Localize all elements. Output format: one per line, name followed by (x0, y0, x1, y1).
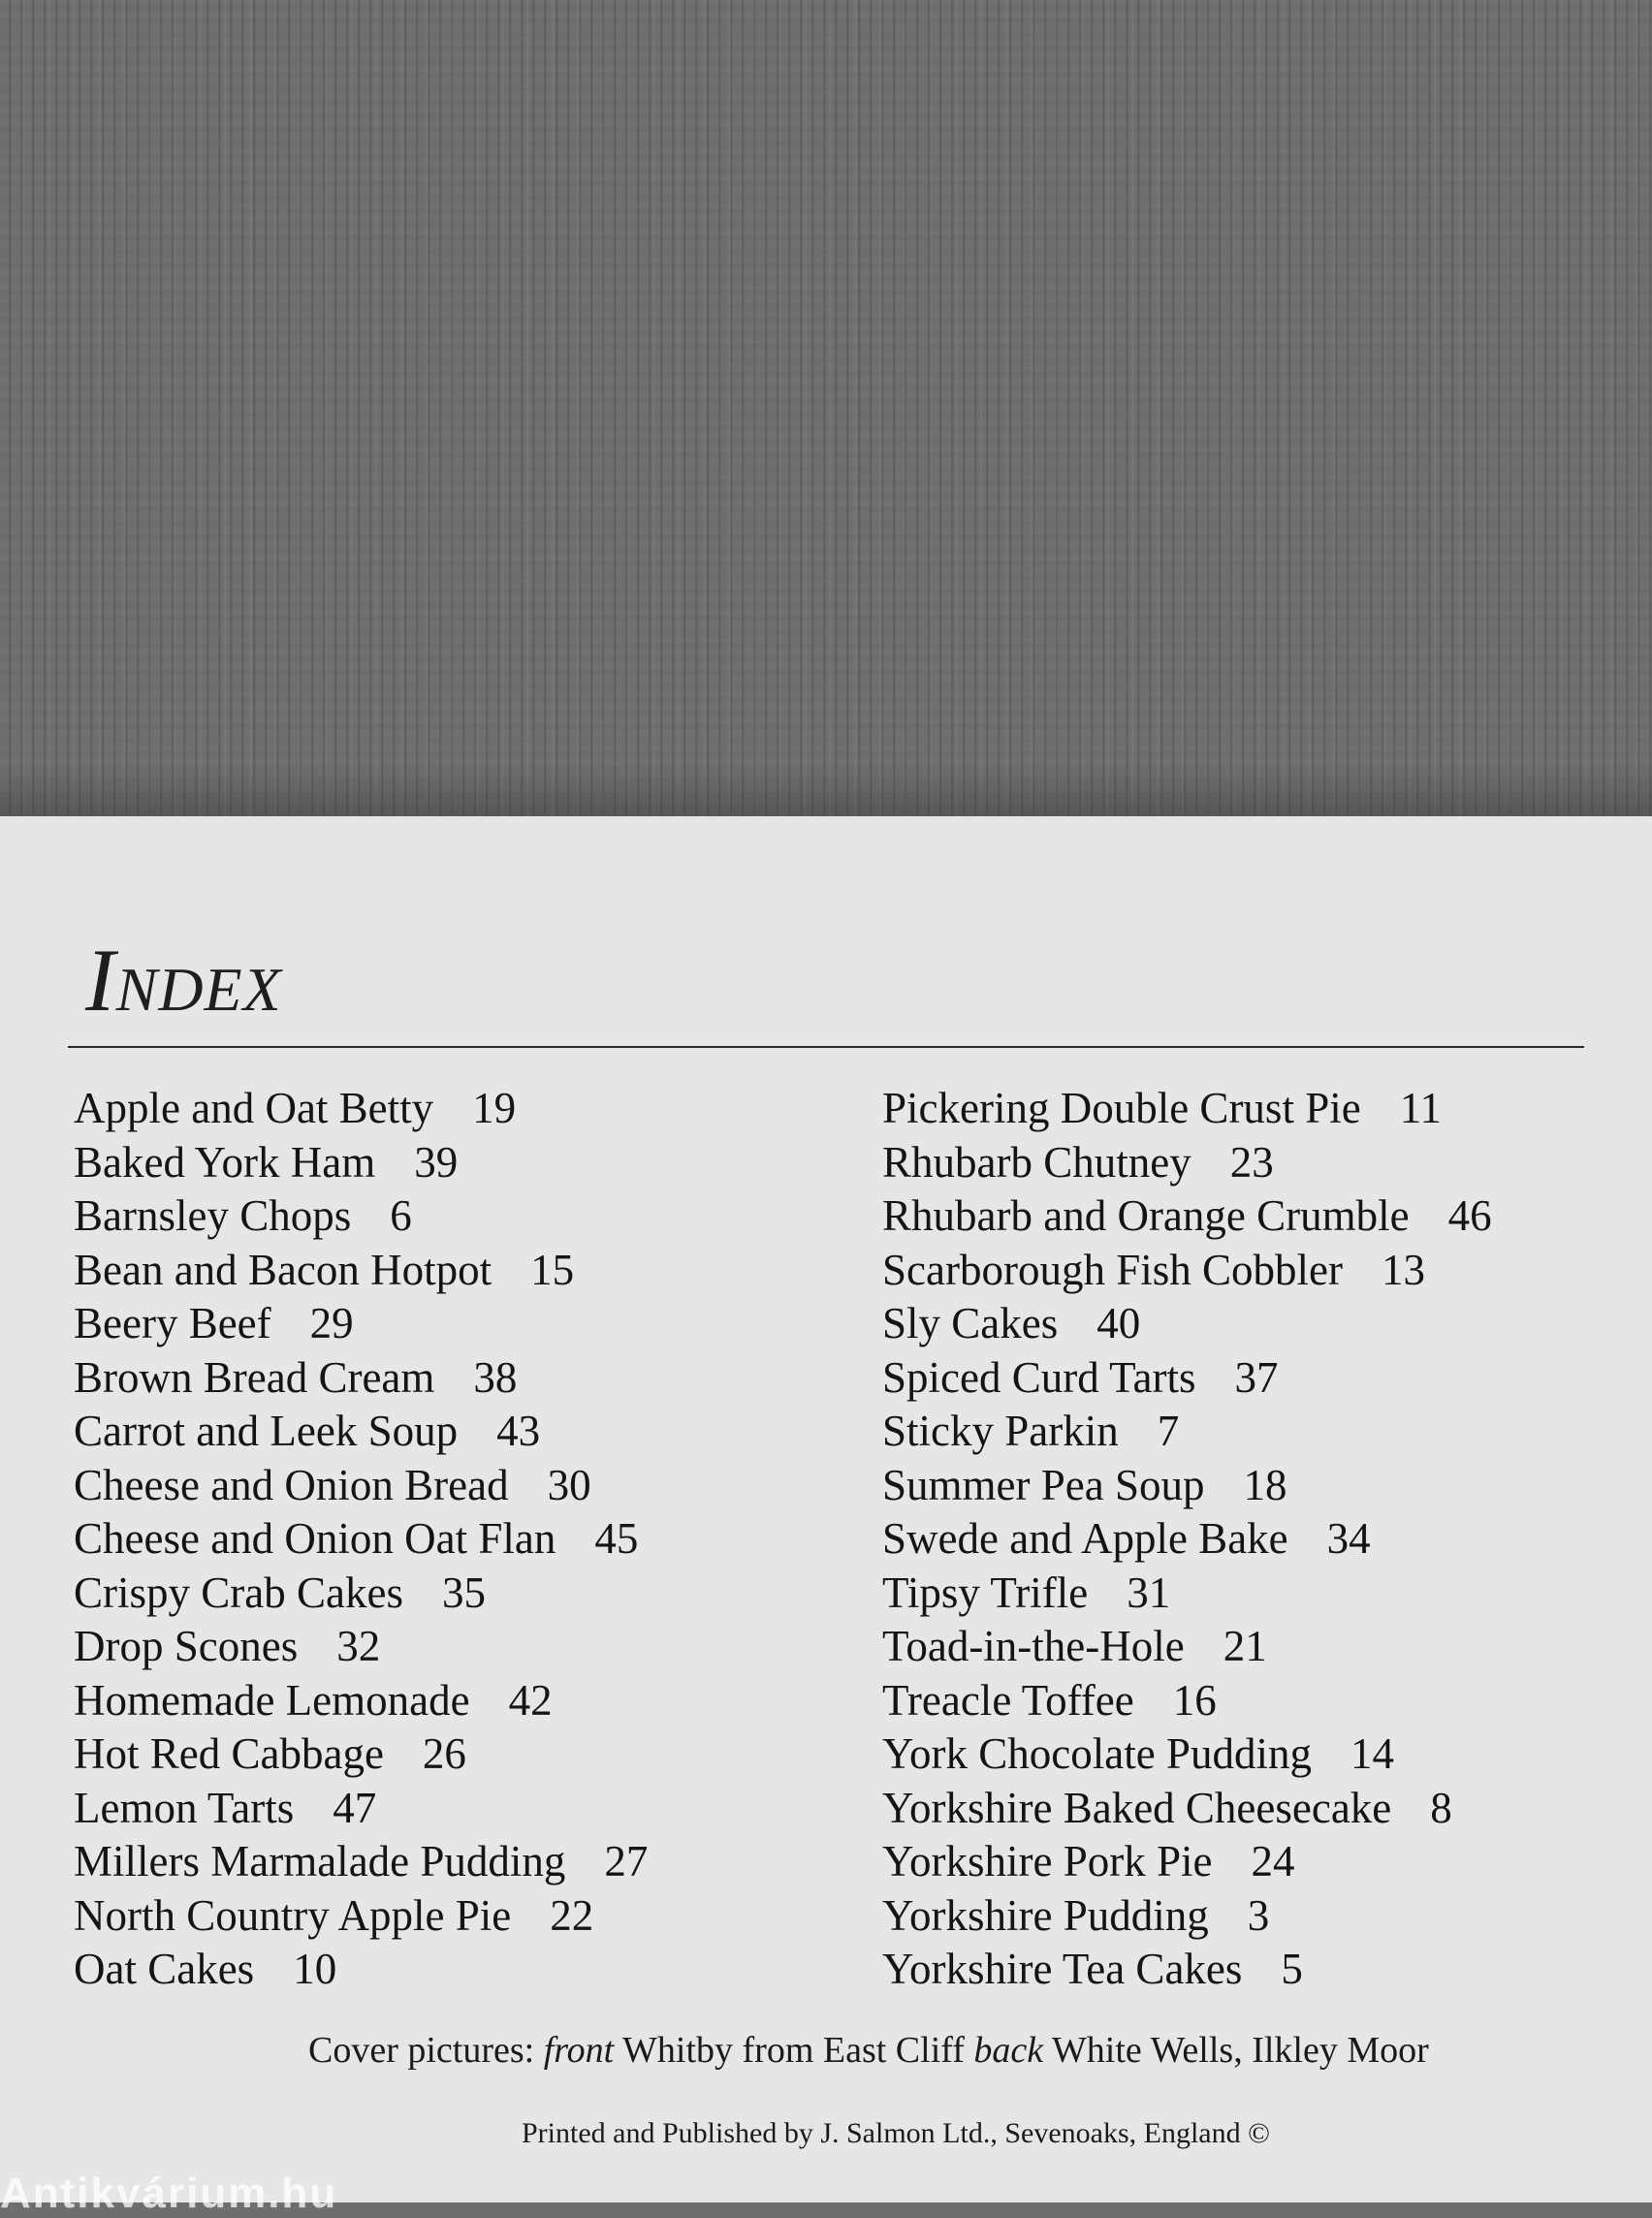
recipe-name: Treacle Toffee (882, 1675, 1134, 1725)
recipe-name: Cheese and Onion Oat Flan (74, 1514, 556, 1563)
index-entry (74, 1405, 648, 1459)
index-entry (74, 1835, 648, 1889)
index-entry (74, 1889, 648, 1944)
recipe-name: Sly Cakes (882, 1299, 1059, 1347)
page-number: 3 (1247, 1890, 1270, 1940)
page-number: 23 (1229, 1137, 1274, 1187)
page-number: 30 (547, 1460, 591, 1509)
recipe-name: Beery Beef (74, 1299, 271, 1347)
page-number: 35 (441, 1568, 486, 1617)
page-number: 26 (422, 1729, 466, 1778)
index-entry (882, 1674, 1492, 1728)
index-entry (74, 1189, 648, 1244)
index-entry (74, 1351, 648, 1406)
index-column-right (882, 1082, 1492, 1997)
index-column-left (74, 1082, 648, 1997)
recipe-name: Swede and Apple Bake (882, 1514, 1288, 1563)
cover-front-text: Whitby from East Cliff (614, 2030, 974, 2071)
recipe-name: Carrot and Leek Soup (74, 1407, 459, 1455)
recipe-name: Baked York Ham (74, 1137, 376, 1187)
page-number: 29 (309, 1299, 354, 1347)
page-number: 7 (1157, 1407, 1180, 1455)
index-entry (882, 1351, 1492, 1406)
index-entry (882, 1782, 1492, 1836)
recipe-name: Millers Marmalade Pudding (74, 1837, 566, 1885)
page-number: 32 (336, 1622, 381, 1670)
recipe-name: Apple and Oat Betty (74, 1084, 434, 1132)
index-entry (882, 1244, 1492, 1298)
recipe-name: Drop Scones (74, 1622, 299, 1670)
textured-backdrop (0, 0, 1652, 819)
recipe-name: Lemon Tarts (74, 1783, 295, 1832)
page-number: 5 (1281, 1945, 1303, 1993)
index-entry (882, 1889, 1492, 1944)
index-entry (74, 1943, 648, 1997)
cover-front-label: front (543, 2030, 615, 2071)
recipe-name: Crispy Crab Cakes (74, 1568, 403, 1617)
page-number: 13 (1381, 1245, 1425, 1294)
cover-back-text: White Wells, Ilkley Moor (1043, 2030, 1429, 2071)
recipe-name: Tipsy Trifle (882, 1568, 1089, 1617)
index-entry (74, 1244, 648, 1298)
index-entry (882, 1189, 1492, 1244)
page-title: Index (85, 931, 282, 1030)
recipe-name: Spiced Curd Tarts (882, 1352, 1196, 1402)
recipe-name: Sticky Parkin (882, 1407, 1119, 1455)
page-number: 19 (472, 1084, 517, 1132)
index-entry (74, 1512, 648, 1567)
index-entry (74, 1082, 648, 1136)
recipe-name: Yorkshire Pork Pie (882, 1837, 1213, 1885)
recipe-name: Rhubarb Chutney (882, 1137, 1191, 1187)
page-number: 18 (1243, 1460, 1287, 1509)
recipe-name: Pickering Double Crust Pie (882, 1084, 1361, 1132)
page-number: 42 (508, 1675, 553, 1725)
recipe-name: Yorkshire Tea Cakes (882, 1945, 1243, 1993)
page-number: 24 (1251, 1837, 1295, 1885)
index-entry (882, 1297, 1492, 1351)
index-entry (74, 1459, 648, 1513)
page-number: 40 (1096, 1299, 1141, 1347)
page-number: 39 (414, 1137, 459, 1187)
index-entry (882, 1512, 1492, 1567)
recipe-name: Yorkshire Pudding (882, 1890, 1209, 1940)
index-entry (74, 1136, 648, 1190)
page-number: 34 (1326, 1514, 1371, 1563)
page-number: 45 (594, 1514, 639, 1563)
page-number: 46 (1447, 1191, 1492, 1240)
index-entry (74, 1297, 648, 1351)
index-entry (882, 1405, 1492, 1459)
index-entry (74, 1674, 648, 1728)
index-entry (882, 1136, 1492, 1190)
recipe-name: Brown Bread Cream (74, 1352, 435, 1402)
index-entry (882, 1459, 1492, 1513)
page-number: 31 (1127, 1568, 1171, 1617)
index-entry (882, 1567, 1492, 1621)
index-entry (74, 1727, 648, 1782)
index-entry (882, 1943, 1492, 1997)
recipe-name: North Country Apple Pie (74, 1890, 512, 1940)
watermark: Antikvárium.hu (0, 2170, 338, 2217)
cover-caption-lead: Cover pictures: (308, 2030, 544, 2071)
page-number: 16 (1172, 1675, 1217, 1725)
page-number: 14 (1350, 1729, 1394, 1778)
cover-caption (308, 2029, 1429, 2072)
index-entry (882, 1082, 1492, 1136)
index-entry (74, 1567, 648, 1621)
page-number: 27 (604, 1837, 649, 1885)
page-number: 10 (293, 1945, 337, 1993)
recipe-name: Oat Cakes (74, 1945, 255, 1993)
recipe-name: Barnsley Chops (74, 1191, 352, 1240)
page-number: 8 (1430, 1783, 1452, 1832)
cover-back-label: back (973, 2030, 1044, 2071)
page-number: 11 (1399, 1084, 1443, 1132)
recipe-name: Cheese and Onion Bread (74, 1460, 509, 1509)
printer-credit: Printed and Published by J. Salmon Ltd., Sevenoaks, England © (522, 2117, 1270, 2149)
page-number: 15 (530, 1245, 575, 1294)
recipe-name: Rhubarb and Orange Crumble (882, 1191, 1410, 1240)
index-entry (74, 1782, 648, 1836)
index-entry (74, 1620, 648, 1674)
index-entry (882, 1835, 1492, 1889)
recipe-name: Summer Pea Soup (882, 1460, 1205, 1509)
page-shadow (0, 766, 1652, 824)
page-number: 47 (333, 1783, 377, 1832)
title-divider (68, 1046, 1584, 1048)
recipe-name: York Chocolate Pudding (882, 1729, 1312, 1778)
recipe-name: Yorkshire Baked Cheesecake (882, 1783, 1392, 1832)
recipe-name: Toad-in-the-Hole (882, 1622, 1185, 1670)
page-number: 38 (473, 1352, 518, 1402)
page-number: 21 (1223, 1622, 1267, 1670)
index-entry (882, 1620, 1492, 1674)
recipe-name: Scarborough Fish Cobbler (882, 1245, 1343, 1294)
recipe-name: Homemade Lemonade (74, 1675, 470, 1725)
page-number: 43 (496, 1407, 541, 1455)
page-number: 22 (550, 1890, 594, 1940)
page-number: 6 (390, 1191, 412, 1240)
page-number: 37 (1234, 1352, 1279, 1402)
recipe-name: Bean and Bacon Hotpot (74, 1245, 492, 1294)
index-entry (882, 1727, 1492, 1782)
recipe-name: Hot Red Cabbage (74, 1729, 384, 1778)
